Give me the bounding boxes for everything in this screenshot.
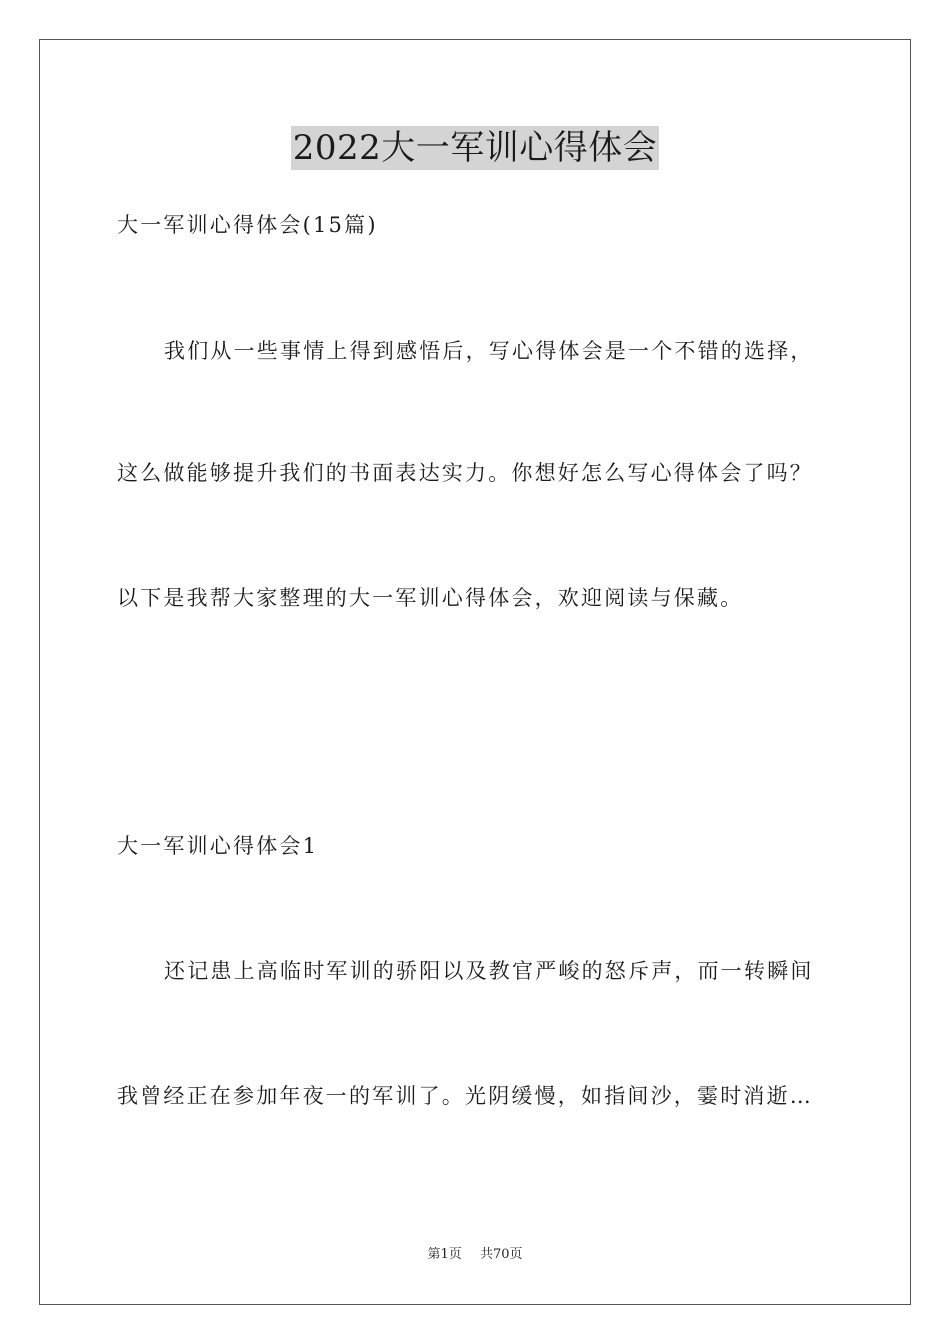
page-number-total: 共70页 bbox=[479, 1247, 523, 1262]
document-title-container bbox=[0, 126, 950, 170]
document-title: 2022大一军训心得体会 bbox=[292, 128, 658, 168]
section-heading: 大一军训心得体会1 bbox=[117, 834, 319, 858]
document-subtitle: 大一军训心得体会(15篇) bbox=[117, 213, 378, 237]
intro-paragraph-line-2: 这么做能够提升我们的书面表达实力。你想好怎么写心得体会了吗？ bbox=[117, 461, 813, 485]
section-paragraph-line-1: 还记患上高临时军训的骄阳以及教官严峻的怒斥声，而一转瞬间 bbox=[164, 959, 814, 983]
page-footer bbox=[0, 1246, 950, 1264]
page-number-current: 第1页 bbox=[427, 1247, 462, 1262]
section-paragraph-line-2: 我曾经正在参加年夜一的军训了。光阴缓慢，如指间沙，霎时消逝… bbox=[117, 1084, 813, 1108]
intro-paragraph-line-1: 我们从一些事情上得到感悟后，写心得体会是一个不错的选择， bbox=[164, 339, 814, 363]
intro-paragraph-line-3: 以下是我帮大家整理的大一军训心得体会，欢迎阅读与保藏。 bbox=[117, 586, 744, 610]
